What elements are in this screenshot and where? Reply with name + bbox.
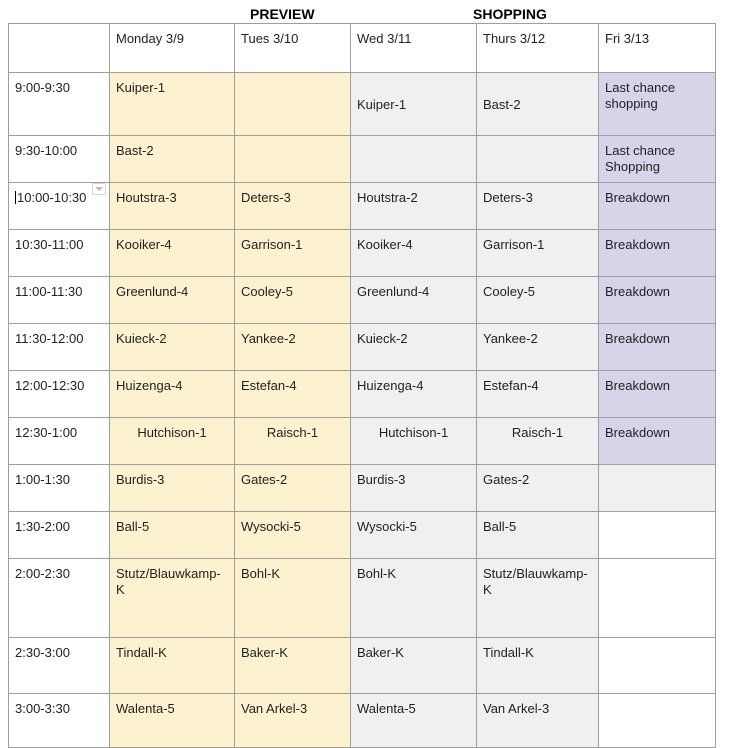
friday-cell[interactable] [599, 559, 716, 638]
table-row [9, 324, 716, 371]
shopping-heading: SHOPPING [473, 6, 547, 22]
thursday-cell[interactable]: Gates-2 [477, 465, 599, 512]
wednesday-cell[interactable]: Kooiker-4 [351, 230, 477, 277]
wednesday-cell[interactable]: Wysocki-5 [351, 512, 477, 559]
time-cell[interactable]: 3:00-3:30 [9, 694, 110, 748]
table-row [9, 694, 716, 748]
text-cursor [15, 191, 16, 204]
tuesday-cell[interactable]: Wysocki-5 [235, 512, 351, 559]
monday-cell[interactable]: Huizenga-4 [110, 371, 235, 418]
friday-cell[interactable] [599, 638, 716, 694]
monday-cell[interactable]: Bast-2 [110, 136, 235, 183]
friday-cell[interactable]: Breakdown [599, 371, 716, 418]
wednesday-cell[interactable]: Burdis-3 [351, 465, 477, 512]
header-cell-wednesday[interactable]: Wed 3/11 [351, 24, 477, 73]
header-cell-thursday[interactable]: Thurs 3/12 [477, 24, 599, 73]
preview-heading: PREVIEW [250, 6, 315, 22]
wednesday-cell[interactable]: Bohl-K [351, 559, 477, 638]
friday-cell[interactable] [599, 465, 716, 512]
time-cell[interactable]: 12:00-12:30 [9, 371, 110, 418]
wednesday-cell[interactable]: Walenta-5 [351, 694, 477, 748]
time-cell[interactable]: 1:30-2:00 [9, 512, 110, 559]
monday-cell[interactable]: Walenta-5 [110, 694, 235, 748]
thursday-cell[interactable]: Cooley-5 [477, 277, 599, 324]
tuesday-cell[interactable]: Raisch-1 [235, 418, 351, 465]
tuesday-cell[interactable]: Deters-3 [235, 183, 351, 230]
friday-cell[interactable]: Breakdown [599, 183, 716, 230]
table-row [9, 638, 716, 694]
wednesday-cell[interactable]: Greenlund-4 [351, 277, 477, 324]
wednesday-cell[interactable]: Kuieck-2 [351, 324, 477, 371]
thursday-cell[interactable]: Bast-2 [477, 73, 599, 136]
tuesday-cell[interactable]: Gates-2 [235, 465, 351, 512]
tuesday-cell[interactable]: Garrison-1 [235, 230, 351, 277]
thursday-cell[interactable]: Estefan-4 [477, 371, 599, 418]
thursday-cell[interactable]: Tindall-K [477, 638, 599, 694]
friday-cell[interactable]: Breakdown [599, 230, 716, 277]
tuesday-cell[interactable]: Estefan-4 [235, 371, 351, 418]
monday-cell[interactable]: Stutz/Blauwkamp-K [110, 559, 235, 638]
thursday-cell[interactable]: Yankee-2 [477, 324, 599, 371]
wednesday-cell[interactable] [351, 136, 477, 183]
table-row [9, 512, 716, 559]
time-cell[interactable]: 11:00-11:30 [9, 277, 110, 324]
time-cell[interactable]: 2:30-3:00 [9, 638, 110, 694]
header-cell-friday[interactable]: Fri 3/13 [599, 24, 716, 73]
schedule-table [8, 23, 716, 748]
wednesday-cell[interactable]: Hutchison-1 [351, 418, 477, 465]
monday-cell[interactable]: Tindall-K [110, 638, 235, 694]
time-cell-text: 10:00-10:30 [17, 190, 87, 205]
friday-cell[interactable]: Breakdown [599, 418, 716, 465]
thursday-cell[interactable]: Stutz/Blauwkamp-K [477, 559, 599, 638]
tuesday-cell[interactable]: Van Arkel-3 [235, 694, 351, 748]
wednesday-cell[interactable]: Huizenga-4 [351, 371, 477, 418]
friday-cell[interactable]: Breakdown [599, 277, 716, 324]
table-row [9, 136, 716, 183]
time-cell[interactable]: 12:30-1:00 [9, 418, 110, 465]
monday-cell[interactable]: Kuiper-1 [110, 73, 235, 136]
table-row [9, 73, 716, 136]
thursday-cell[interactable]: Van Arkel-3 [477, 694, 599, 748]
friday-cell[interactable]: Last chance Shopping [599, 136, 716, 183]
time-cell[interactable]: 10:30-11:00 [9, 230, 110, 277]
thursday-cell[interactable]: Deters-3 [477, 183, 599, 230]
time-cell[interactable]: 2:00-2:30 [9, 559, 110, 638]
time-cell[interactable]: 9:30-10:00 [9, 136, 110, 183]
wednesday-cell[interactable]: Houtstra-2 [351, 183, 477, 230]
table-row [9, 277, 716, 324]
tuesday-cell[interactable] [235, 136, 351, 183]
friday-cell[interactable]: Breakdown [599, 324, 716, 371]
header-cell-time[interactable] [9, 24, 110, 73]
header-cell-tuesday[interactable]: Tues 3/10 [235, 24, 351, 73]
friday-cell[interactable] [599, 694, 716, 748]
friday-cell[interactable]: Last chance shopping [599, 73, 716, 136]
table-row [9, 371, 716, 418]
monday-cell[interactable]: Hutchison-1 [110, 418, 235, 465]
header-row [9, 24, 716, 73]
header-cell-monday[interactable]: Monday 3/9 [110, 24, 235, 73]
thursday-cell[interactable] [477, 136, 599, 183]
chevron-down-icon [95, 187, 103, 191]
wednesday-cell[interactable]: Kuiper-1 [351, 73, 477, 136]
time-cell[interactable]: 9:00-9:30 [9, 73, 110, 136]
table-row [9, 418, 716, 465]
monday-cell[interactable]: Houtstra-3 [110, 183, 235, 230]
tuesday-cell[interactable]: Bohl-K [235, 559, 351, 638]
friday-cell[interactable] [599, 512, 716, 559]
tuesday-cell[interactable] [235, 73, 351, 136]
time-cell[interactable]: 1:00-1:30 [9, 465, 110, 512]
table-row [9, 465, 716, 512]
table-row [9, 183, 716, 230]
monday-cell[interactable]: Greenlund-4 [110, 277, 235, 324]
time-cell[interactable]: 11:30-12:00 [9, 324, 110, 371]
tuesday-cell[interactable]: Yankee-2 [235, 324, 351, 371]
table-row [9, 230, 716, 277]
wednesday-cell[interactable]: Baker-K [351, 638, 477, 694]
monday-cell[interactable]: Ball-5 [110, 512, 235, 559]
table-row [9, 559, 716, 638]
monday-cell[interactable]: Kuieck-2 [110, 324, 235, 371]
thursday-cell[interactable]: Ball-5 [477, 512, 599, 559]
tuesday-cell[interactable]: Baker-K [235, 638, 351, 694]
monday-cell[interactable]: Kooiker-4 [110, 230, 235, 277]
tuesday-cell[interactable]: Cooley-5 [235, 277, 351, 324]
thursday-cell[interactable]: Raisch-1 [477, 418, 599, 465]
thursday-cell[interactable]: Garrison-1 [477, 230, 599, 277]
cell-dropdown-button[interactable] [92, 183, 106, 195]
monday-cell[interactable]: Burdis-3 [110, 465, 235, 512]
